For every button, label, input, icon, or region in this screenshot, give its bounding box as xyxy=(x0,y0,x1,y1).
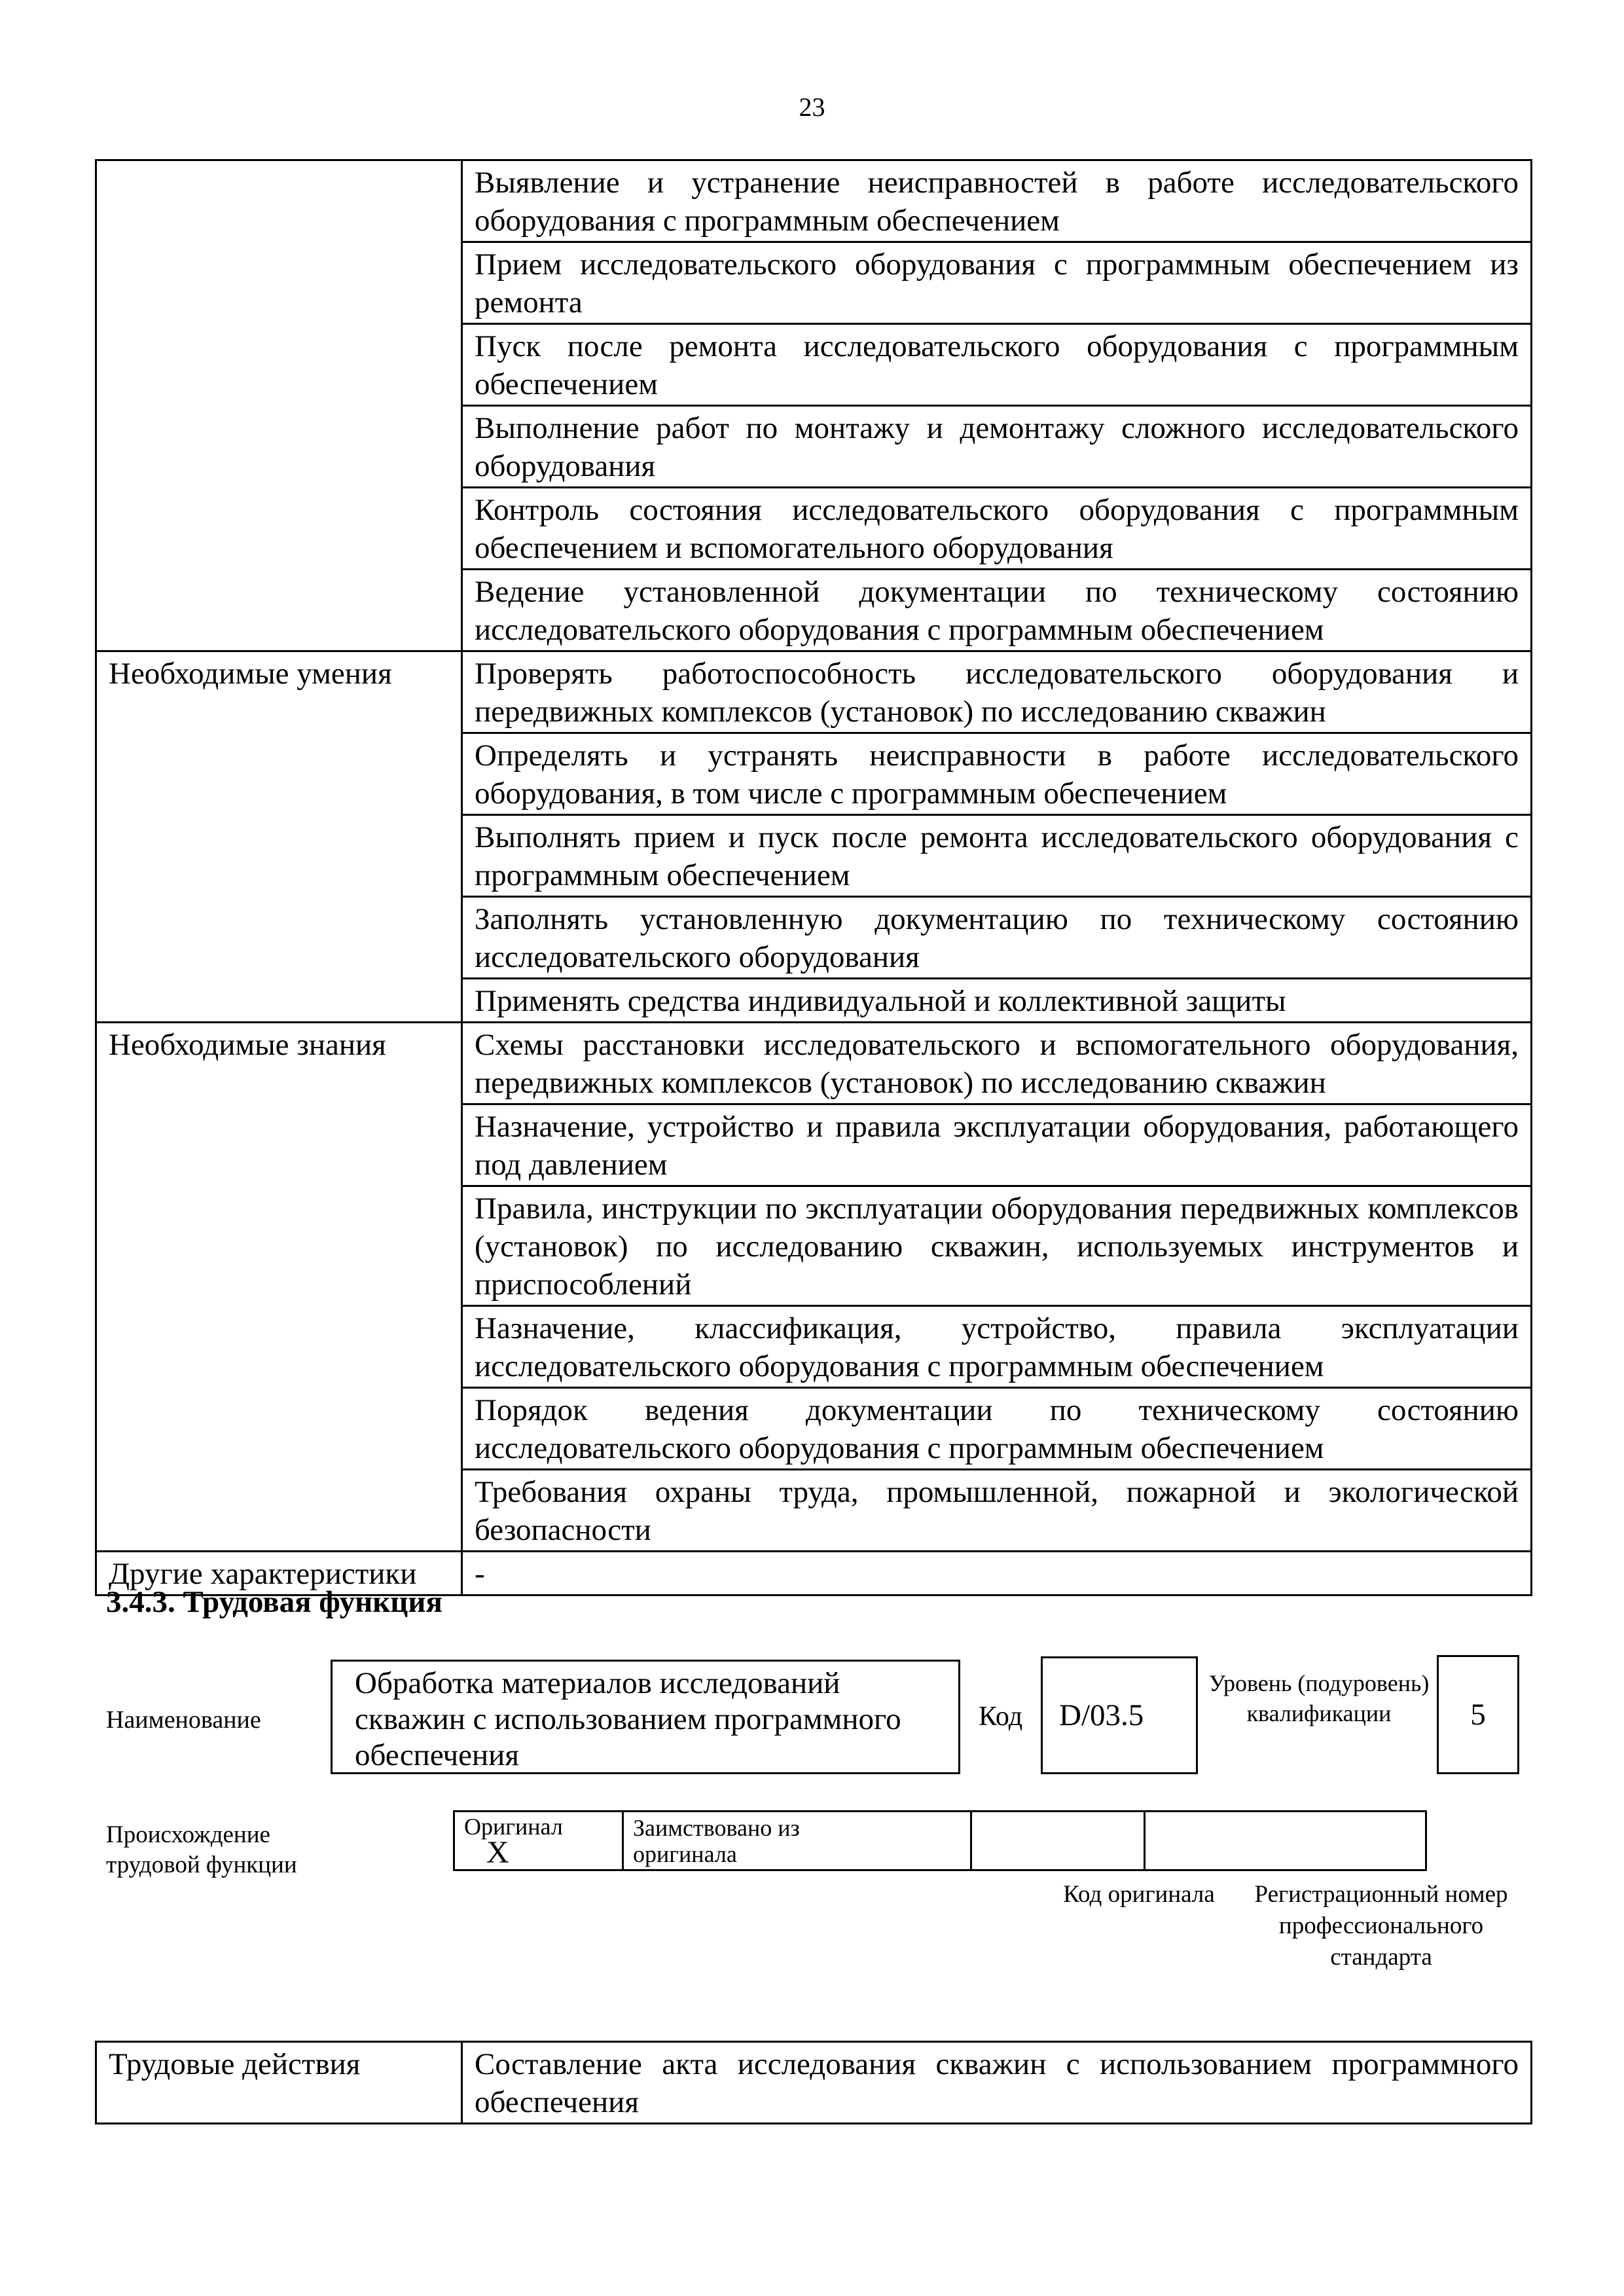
level-value-box: 5 xyxy=(1437,1655,1519,1774)
origin-label: Происхождение трудовой функции xyxy=(106,1821,297,1878)
code-original-caption: Код оригинала xyxy=(1063,1881,1215,1908)
skill-row-value: Заполнять установленную документацию по техническому состоянию исследовательского оборудования xyxy=(462,897,1532,979)
knowledge-row-value: Требования охраны труда, промышленной, пожарной и экологической безопасности xyxy=(462,1470,1532,1552)
skill-row-value: Проверять работоспособность исследовательского оборудования и передвижных комплексов (установок) по исследованию скважин xyxy=(462,651,1532,733)
labor-action-row-2-value: Составление акта исследования скважин с использованием программного обеспечения xyxy=(462,2042,1532,2124)
knowledge-row xyxy=(96,1023,1532,1104)
labor-action-row-value: Контроль состояния исследовательского оборудования с программным обеспечением и вспомогательного оборудования xyxy=(462,488,1532,570)
page-number: 23 xyxy=(799,92,825,122)
labor-action-row-2 xyxy=(96,2042,1532,2124)
section-title: 3.4.3. Трудовая функция xyxy=(106,1585,442,1619)
knowledge-row-value: Схемы расстановки исследовательского и вспомогательного оборудования, передвижных комплексов (установок) по исследованию скважин xyxy=(462,1023,1532,1104)
labor-action-row xyxy=(96,160,1532,242)
other-label: Другие характеристики xyxy=(96,1552,462,1595)
labor-actions-table xyxy=(95,2041,1532,2124)
code-value-box: D/03.5 xyxy=(1041,1656,1198,1774)
skill-row xyxy=(96,651,1532,733)
knowledge-row-value: Правила, инструкции по эксплуатации оборудования передвижных комплексов (установок) по исследованию скважин, используемых инструментов и приспособлений xyxy=(462,1186,1532,1306)
origin-table xyxy=(453,1810,1427,1871)
knowledge-row-value: Назначение, классификация, устройство, правила эксплуатации исследовательского оборудования с программным обеспечением xyxy=(462,1306,1532,1388)
knowledge-row-value: Порядок ведения документации по техническому состоянию исследовательского оборудования с программным обеспечением xyxy=(462,1388,1532,1470)
level-label: Уровень (подуровень) квалификации xyxy=(1208,1670,1430,1726)
skill-row-value: Определять и устранять неисправности в работе исследовательского оборудования, в том числе с программным обеспечением xyxy=(462,733,1532,815)
skill-row-value: Применять средства индивидуальной и коллективной защиты xyxy=(462,979,1532,1023)
other-value: - xyxy=(462,1552,1532,1595)
origin-code-cell xyxy=(971,1812,1145,1870)
origin-original-cell xyxy=(454,1812,623,1870)
labor-action-row-value: Выявление и устранение неисправностей в работе исследовательского оборудования с программным обеспечением xyxy=(462,160,1532,242)
labor-action-row-label xyxy=(96,160,462,651)
competency-table xyxy=(95,159,1532,1596)
name-label: Наименование xyxy=(106,1706,261,1734)
labor-action-row-value: Ведение установленной документации по техническому состоянию исследовательского оборудования с программным обеспечением xyxy=(462,570,1532,651)
origin-original-label: Оригинал xyxy=(464,1813,563,1840)
knowledge-row-label: Необходимые знания xyxy=(96,1023,462,1552)
knowledge-row-value: Назначение, устройство и правила эксплуатации оборудования, работающего под давлением xyxy=(462,1104,1532,1186)
code-label: Код xyxy=(979,1702,1023,1732)
labor-action-row-value: Выполнение работ по монтажу и демонтажу сложного исследовательского оборудования xyxy=(462,406,1532,488)
skill-row-label: Необходимые умения xyxy=(96,651,462,1023)
origin-original-mark: X xyxy=(486,1835,509,1870)
name-value-box: Обработка материалов исследований скважин с использованием программного обеспечения xyxy=(331,1660,960,1774)
reg-number-caption: Регистрационный номер профессионального стандарта xyxy=(1254,1881,1508,1971)
origin-reg-cell xyxy=(1145,1812,1426,1870)
labor-action-row-2-label: Трудовые действия xyxy=(96,2042,462,2124)
origin-borrowed-cell: Заимствовано из оригинала xyxy=(623,1812,971,1870)
skill-row-value: Выполнять прием и пуск после ремонта исследовательского оборудования с программным обеспечением xyxy=(462,815,1532,897)
labor-action-row-value: Прием исследовательского оборудования с программным обеспечением из ремонта xyxy=(462,242,1532,324)
labor-action-row-value: Пуск после ремонта исследовательского оборудования с программным обеспечением xyxy=(462,324,1532,406)
